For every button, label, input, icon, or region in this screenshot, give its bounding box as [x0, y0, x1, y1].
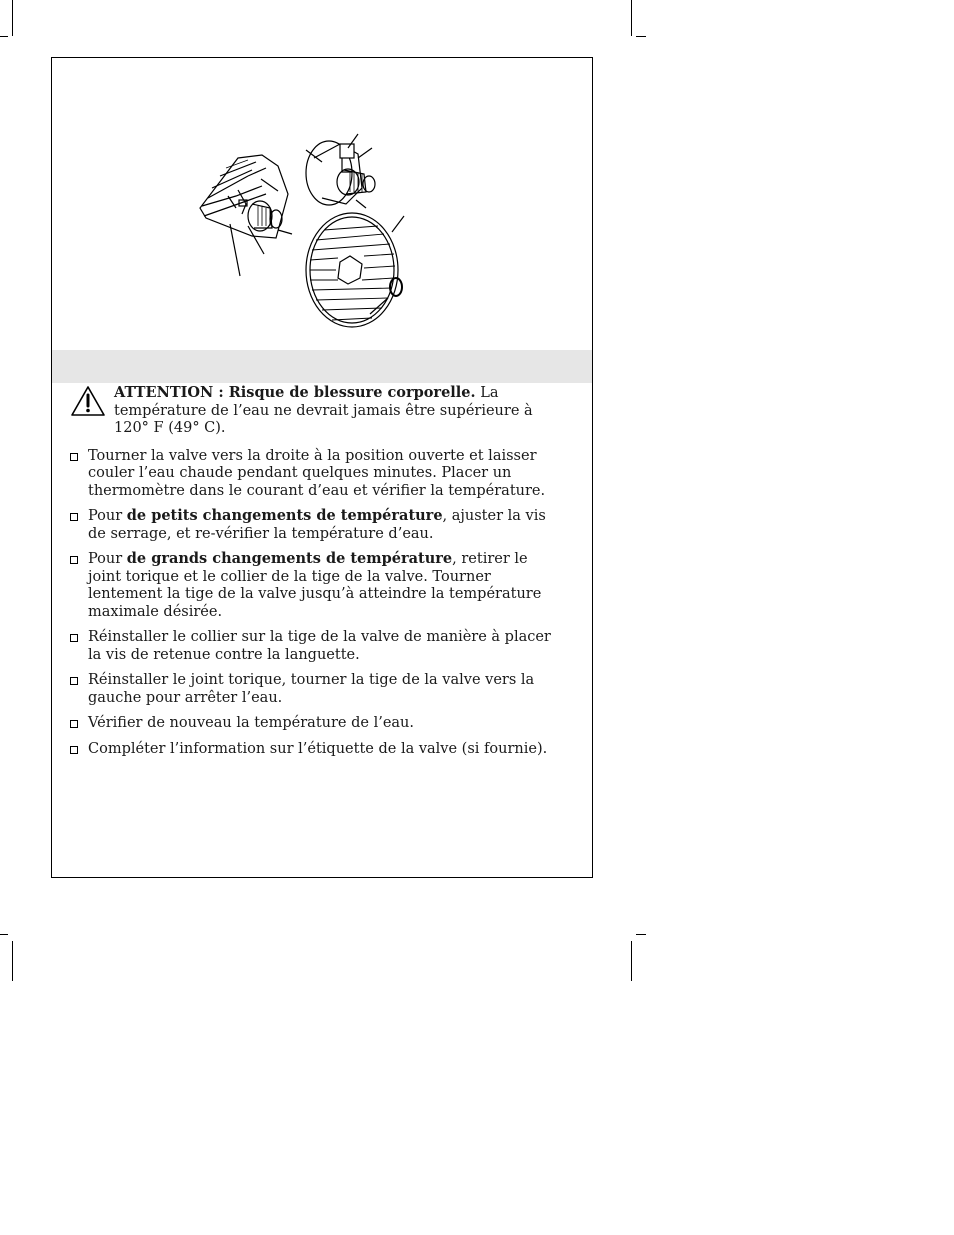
step-text: Réinstaller le collier sur la tige de la valve de manière à placer la vis de retenue contre la languette. — [88, 629, 551, 663]
crop-mark-top-left-vertical — [12, 0, 13, 36]
warning-lead: ATTENTION : Risque de blessure corporelle. — [114, 384, 476, 401]
checkbox-square-icon — [70, 677, 78, 685]
step-text: Compléter l’information sur l’étiquette de la valve (si fournie). — [88, 740, 548, 757]
warning-text: La température de l’eau ne devrait jamais être supérieure à 120° F (49° C). — [114, 385, 533, 436]
checkbox-square-icon — [70, 513, 78, 521]
crop-mark-top-right-vertical — [631, 0, 632, 36]
instruction-panel — [51, 57, 593, 878]
step-item: Pour de petits changements de température, ajuster la vis de serrage, et re-vérifier la température d’eau. — [70, 507, 560, 543]
crop-mark-bottom-right-horizontal — [636, 934, 646, 935]
crop-mark-bottom-left-horizontal — [0, 934, 8, 935]
step-item: Pour de grands changements de température, retirer le joint torique et le collier de la tige de la valve. Tourner lentement la tige de la valve jusqu’à atteindre la température maximale désirée. — [70, 550, 560, 621]
valve-illustration — [52, 58, 592, 350]
checkbox-square-icon — [70, 720, 78, 728]
step-item — [70, 740, 560, 759]
instruction-content — [70, 384, 560, 765]
crop-mark-bottom-right-vertical — [631, 941, 632, 981]
step-item — [70, 671, 560, 707]
checkbox-square-icon — [70, 634, 78, 642]
crop-mark-bottom-left-vertical — [12, 941, 13, 981]
checkbox-square-icon — [70, 453, 78, 461]
step-item — [70, 714, 560, 733]
step-item — [70, 628, 560, 664]
step-text: Vérifier de nouveau la température de l’eau. — [88, 715, 414, 731]
step-text: , ajuster la vis de serrage, et re-vérifier la température d’eau. — [88, 508, 546, 542]
crop-mark-top-right-horizontal — [636, 36, 646, 37]
warning-triangle-icon — [70, 385, 106, 417]
checkbox-square-icon — [70, 746, 78, 754]
step-text: , retirer le joint torique et le collier de la tige de la valve. Tourner lentement la tige de la valve jusqu’à atteindre la température maximale désirée. — [88, 551, 542, 620]
step-text: Réinstaller le joint torique, tourner la tige de la valve vers la gauche pour arrêter l’eau. — [88, 672, 535, 706]
step-item — [70, 447, 560, 501]
warning-block — [70, 384, 560, 438]
checkbox-square-icon — [70, 556, 78, 564]
crop-mark-top-left-horizontal — [0, 36, 8, 37]
section-header-band — [52, 350, 592, 383]
step-text: Tourner la valve vers la droite à la position ouverte et laisser couler l’eau chaude pendant quelques minutes. Placer un thermomètre dans le courant d’eau et vérifier la température. — [88, 447, 546, 499]
